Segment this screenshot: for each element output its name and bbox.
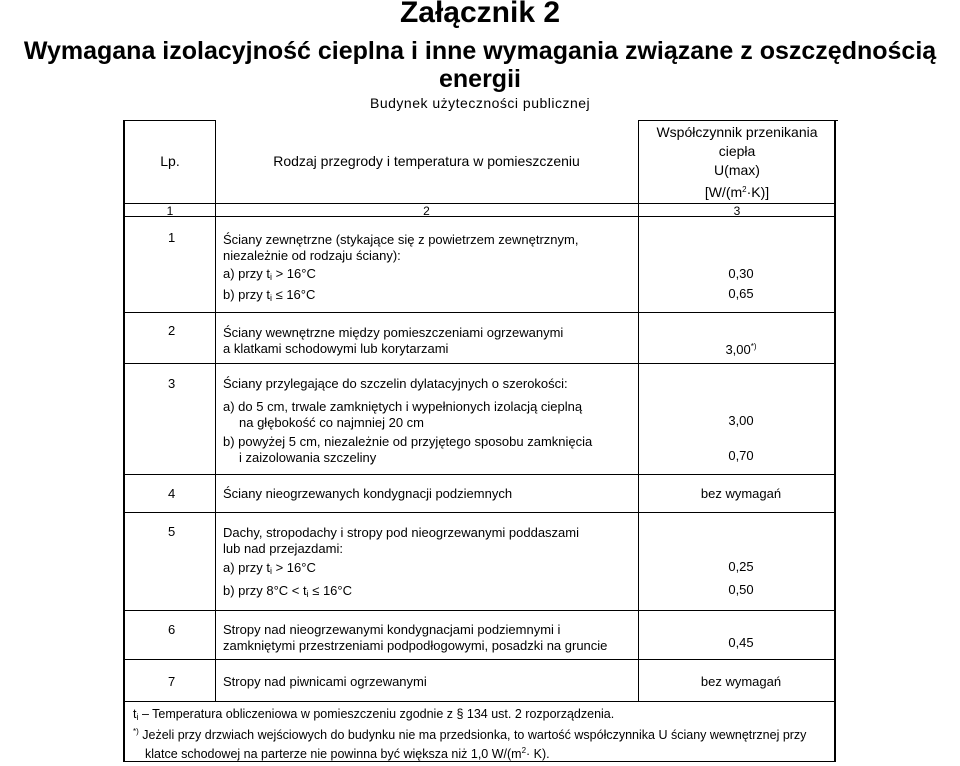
header-type: Rodzaj przegrody i temperatura w pomieszczeniu: [273, 153, 580, 169]
header-u-unit-a: [W/(m: [704, 184, 743, 200]
row-1-a-value: 0,30: [728, 266, 754, 281]
row-2-line-1: Ściany wewnętrzne między pomieszczeniami ogrzewanymi: [223, 325, 564, 340]
row-1-a-sub: i: [269, 272, 272, 282]
row-5-b: [223, 583, 352, 602]
footnote-star-mark: *): [133, 727, 139, 736]
row-1-b-sub: i: [269, 293, 272, 303]
document-subtitle: [0, 34, 960, 96]
colnum-3: 3: [733, 204, 741, 218]
row-4-value: bez wymagań: [700, 486, 782, 501]
row-rule-5: [125, 610, 836, 611]
row-5-a: [223, 560, 316, 579]
row-5-a-sub: i: [269, 566, 272, 576]
footnote-star: [133, 724, 806, 762]
row-4-line-1: Ściany nieogrzewanych kondygnacji podziemnych: [223, 486, 513, 501]
row-3-lp: 3: [168, 376, 176, 391]
row-2-text: [223, 325, 563, 357]
row-6-text: [223, 622, 607, 654]
row-3-b-line-2: i zaizolowania szczeliny: [239, 450, 377, 465]
footnote-star-line-2: [133, 743, 806, 762]
row-5-b-pre: b) przy 8°C < t: [223, 583, 307, 598]
colnum-1: 1: [166, 204, 174, 218]
row-6-lp: 6: [168, 622, 176, 637]
row-6-line-2: zamkniętymi przestrzeniami podpodłogowymi, posadzki na gruncie: [223, 638, 608, 653]
header-u-unit-b: ·K)]: [746, 184, 770, 200]
row-rule-7: [125, 701, 836, 702]
row-1-a: [223, 266, 316, 285]
row-5-b-value: 0,50: [728, 582, 754, 597]
row-1-b-value: 0,65: [728, 286, 754, 301]
row-1-a-pre: a) przy t: [223, 266, 270, 281]
row-1-text: [223, 232, 578, 264]
row-rule-2: [125, 363, 836, 364]
row-1-lp: 1: [168, 230, 176, 245]
row-3-a-value: 3,00: [728, 413, 754, 428]
row-1-b: [223, 287, 315, 306]
footnote-star-sup: 2: [521, 746, 527, 755]
footnote-ti-sym: t: [133, 707, 137, 721]
row-5-a-value: 0,25: [728, 559, 754, 574]
header-u-line-2: ciepła: [718, 143, 756, 159]
row-5-line-2: lub nad przejazdami:: [223, 541, 343, 556]
document-title: Załącznik 2: [399, 0, 561, 29]
row-3-a: [223, 399, 582, 431]
row-7-value: bez wymagań: [700, 674, 782, 689]
row-5-a-pre: a) przy t: [223, 560, 270, 575]
row-3-b-line-1: b) powyżej 5 cm, niezależnie od przyjętego sposobu zamknięcia: [223, 434, 593, 449]
row-rule-4: [125, 512, 836, 513]
row-3-a-line-1: a) do 5 cm, trwale zamkniętych i wypełnionych izolacją cieplną: [223, 399, 583, 414]
footnote-star-line-1: [133, 724, 806, 743]
footnote-ti-sub: i: [136, 712, 139, 722]
row-1-b-post: ≤ 16°C: [271, 287, 316, 302]
row-6-value: 0,45: [728, 635, 754, 650]
row-3-b: [223, 434, 592, 466]
row-5-a-post: > 16°C: [271, 560, 316, 575]
footnote-star-text-2a: klatce schodowej na parterze nie powinna być większa niż 1,0 W/(m: [145, 747, 522, 761]
row-2-value-sup: *): [750, 342, 757, 351]
row-1-a-post: > 16°C: [271, 266, 316, 281]
row-7-lp: 7: [168, 674, 176, 689]
row-rule-1: [125, 312, 836, 313]
subtitle-line-1: Wymagana izolacyjność cieplna i inne wymagania związane z oszczędnością: [23, 37, 937, 65]
row-5-lp: 5: [168, 524, 176, 539]
footnote-star-text-1: Jeżeli przy drzwiach wejściowych do budynku nie ma przedsionka, to wartość współczynnika U ściany wewnętrznej przy: [142, 728, 807, 742]
footnote-star-text-2b: · K).: [526, 747, 550, 761]
row-2-line-2: a klatkami schodowymi lub korytarzami: [223, 341, 449, 356]
row-3-line-1: Ściany przylegające do szczelin dylatacyjnych o szerokości:: [223, 376, 568, 391]
requirements-table: [123, 120, 836, 762]
row-7-line-1: Stropy nad piwnicami ogrzewanymi: [223, 674, 427, 689]
row-1-line-2: niezależnie od rodzaju ściany):: [223, 248, 401, 263]
header-top-rule-right: [638, 120, 838, 121]
row-2-lp: 2: [168, 323, 176, 338]
row-1-line-1: Ściany zewnętrzne (stykające się z powietrzem zewnętrznym,: [223, 232, 579, 247]
row-rule-3: [125, 474, 836, 475]
row-2-value: [691, 339, 791, 358]
colnum-2: 2: [423, 204, 430, 218]
header-u-line-1: Współczynnik przenikania: [656, 124, 818, 140]
header-u-line-3: U(max): [714, 162, 760, 178]
row-1-b-pre: b) przy t: [223, 287, 270, 302]
row-5-line-1: Dachy, stropodachy i stropy pod nieogrzewanymi poddaszami: [223, 525, 579, 540]
row-5-text: [223, 525, 579, 557]
subtitle-line-2: energii: [439, 65, 521, 93]
header-u-unit: [638, 180, 836, 202]
row-6-line-1: Stropy nad nieogrzewanymi kondygnacjami podziemnymi i: [223, 622, 561, 637]
row-4-lp: 4: [168, 486, 176, 501]
header-u: [638, 123, 836, 202]
footnote-ti-text: – Temperatura obliczeniowa w pomieszczeniu zgodnie z § 134 ust. 2 rozporządzenia.: [138, 707, 615, 721]
header-top-rule: [123, 120, 215, 121]
table-caption: Budynek użyteczności publicznej: [370, 95, 591, 111]
row-3-a-line-2: na głębokość co najmniej 20 cm: [239, 415, 424, 430]
header-lp: Lp.: [160, 153, 180, 169]
row-5-b-post: ≤ 16°C: [308, 583, 352, 598]
header-u-unit-sup: 2: [742, 185, 747, 194]
row-5-b-sub: i: [306, 589, 309, 599]
row-rule-6: [125, 659, 836, 660]
row-3-b-value: 0,70: [728, 448, 754, 463]
footnote-ti: [133, 707, 614, 725]
row-2-value-num: 3,00: [725, 342, 751, 357]
